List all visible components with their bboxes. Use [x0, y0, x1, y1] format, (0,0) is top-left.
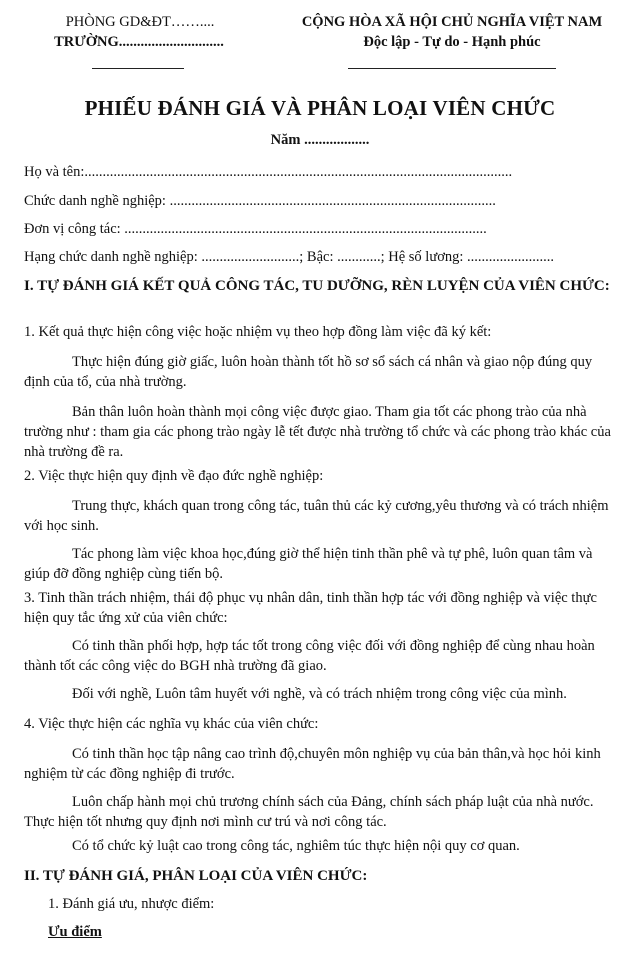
- item-4-paragraph-2: Luôn chấp hành mọi chủ trương chính sách của Đảng, chính sách pháp luật của nhà nước. Thực hiện tốt nhưng quy định nơi mình cư trú và nơi công tác.: [24, 794, 594, 830]
- strengths-heading: Ưu điểm: [48, 924, 102, 940]
- job-title-field: Chức danh nghề nghiệp: ..........................................................................................: [24, 193, 496, 209]
- item-1-paragraph-2: Bản thân luôn hoàn thành mọi công việc được giao. Tham gia tốt các phong trào của nhà trường như : tham gia các phong trào ngày lễ tết được nhà trường tổ chức và các phong trào khác của nhà trường đề ra.: [24, 404, 611, 460]
- item-3-paragraph-1: Có tinh thần phối hợp, hợp tác tốt trong công việc đối với đồng nghiệp để cùng nhau hoàn thành tốt các công việc do BGH nhà trường đã giao.: [24, 638, 595, 674]
- item-1-label: 1. Kết quả thực hiện công việc hoặc nhiệm vụ theo hợp đồng làm việc đã ký kết:: [24, 324, 492, 340]
- item-1-paragraph-1: Thực hiện đúng giờ giấc, luôn hoàn thành tốt hồ sơ sổ sách cá nhân và giao nộp đúng quy định của tổ, của nhà trường.: [24, 354, 593, 390]
- section-2-item-1: 1. Đánh giá ưu, nhược điểm:: [48, 896, 215, 912]
- section-2-heading: II. TỰ ĐÁNH GIÁ, PHÂN LOẠI CỦA VIÊN CHỨC:: [24, 868, 368, 884]
- item-4-paragraph-1: Có tinh thần học tập nâng cao trình độ,chuyên môn nghiệp vụ của bản thân,và học hỏi kinh nghiệm từ các đồng nghiệp đi trước.: [24, 746, 601, 782]
- item-3-paragraph-2: Đối với nghề, Luôn tâm huyết với nghề, và có trách nhiệm trong công việc của mình.: [72, 686, 567, 702]
- country-name: CỘNG HÒA XÃ HỘI CHỦ NGHĨA VIỆT NAM: [301, 14, 603, 30]
- national-motto: Độc lập - Tự do - Hạnh phúc: [363, 34, 541, 50]
- school-label: TRƯỜNG.............................: [54, 34, 224, 50]
- item-4-paragraph-3: Có tổ chức kỷ luật cao trong công tác, nghiêm túc thực hiện nội quy cơ quan.: [72, 838, 520, 854]
- left-header-rule: [92, 68, 184, 69]
- item-4-label: 4. Việc thực hiện các nghĩa vụ khác của viên chức:: [24, 716, 319, 732]
- right-header-rule: [348, 68, 556, 69]
- item-2-label: 2. Việc thực hiện quy định về đạo đức nghề nghiệp:: [24, 468, 324, 484]
- work-unit-field: Đơn vị công tác: ....................................................................................................: [24, 221, 487, 237]
- year-line: Năm ..................: [270, 132, 370, 148]
- item-2-paragraph-2: Tác phong làm việc khoa học,đúng giờ thể hiện tinh thần phê và tự phê, luôn quan tâm và giúp đỡ đồng nghiệp cùng tiến bộ.: [24, 546, 593, 582]
- rank-salary-field: Hạng chức danh nghề nghiệp: ...........................; Bậc: ............; Hệ số lương: ........................: [24, 249, 555, 265]
- item-2-paragraph-1: Trung thực, khách quan trong công tác, tuân thủ các kỷ cương,yêu thương và có trách nhiệm với học sinh.: [24, 498, 609, 534]
- department-label: PHÒNG GD&ĐT……....: [65, 14, 215, 30]
- section-1-heading: I. TỰ ĐÁNH GIÁ KẾT QUẢ CÔNG TÁC, TU DƯỠNG, RÈN LUYỆN CỦA VIÊN CHỨC:: [24, 278, 610, 294]
- name-field: Họ và tên:......................................................................................................................: [24, 164, 513, 180]
- item-3-label: 3. Tinh thần trách nhiệm, thái độ phục vụ nhân dân, tinh thần hợp tác với đồng nghiệp và việc thực hiện quy tắc ứng xử của viên chức:: [24, 590, 597, 626]
- form-title: PHIẾU ĐÁNH GIÁ VÀ PHÂN LOẠI VIÊN CHỨC: [84, 96, 556, 120]
